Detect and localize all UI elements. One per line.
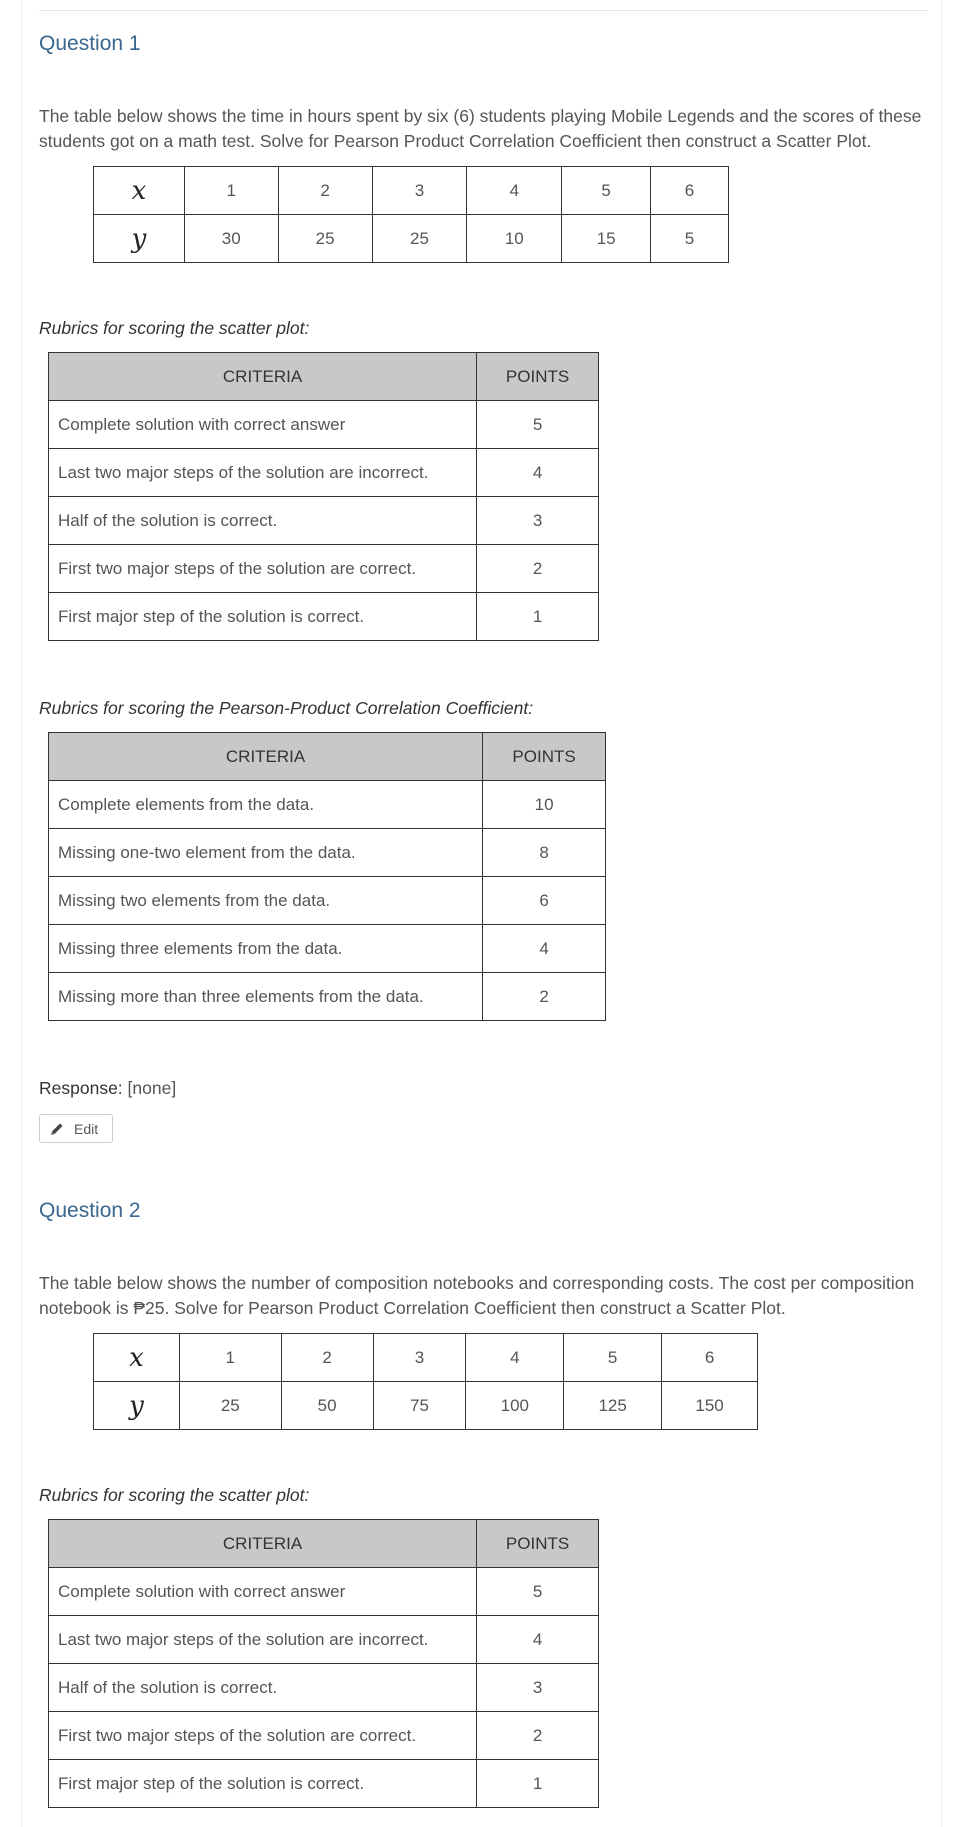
points-cell: 4 xyxy=(477,1616,599,1664)
question-2-scatter-rubric-caption: Rubrics for scoring the scatter plot: xyxy=(39,1485,310,1505)
points-cell: 3 xyxy=(477,497,599,545)
criteria-cell: Half of the solution is correct. xyxy=(49,497,477,545)
points-header: POINTS xyxy=(477,353,599,401)
y-variable-label: y xyxy=(94,215,185,263)
table-header-row xyxy=(49,733,606,781)
x-value: 3 xyxy=(373,1334,466,1382)
criteria-cell: Missing three elements from the data. xyxy=(49,925,483,973)
x-value: 5 xyxy=(562,167,651,215)
points-cell: 6 xyxy=(483,877,606,925)
table-row xyxy=(49,1712,599,1760)
points-cell: 8 xyxy=(483,829,606,877)
quiz-review-page xyxy=(21,0,942,1827)
criteria-cell: Last two major steps of the solution are incorrect. xyxy=(49,1616,477,1664)
criteria-header: CRITERIA xyxy=(49,1520,477,1568)
x-value: 4 xyxy=(467,167,562,215)
criteria-cell: Missing more than three elements from the data. xyxy=(49,973,483,1021)
criteria-header: CRITERIA xyxy=(49,353,477,401)
x-value: 1 xyxy=(179,1334,281,1382)
criteria-cell: First two major steps of the solution are correct. xyxy=(49,1712,477,1760)
criteria-cell: Complete solution with correct answer xyxy=(49,401,477,449)
edit-response-button[interactable] xyxy=(39,1114,113,1143)
top-divider xyxy=(39,10,928,11)
y-value: 150 xyxy=(662,1382,758,1430)
criteria-cell: Complete elements from the data. xyxy=(49,781,483,829)
question-2-title: Question 2 xyxy=(39,1199,141,1222)
x-variable-label: x xyxy=(94,1334,180,1382)
x-value: 2 xyxy=(281,1334,373,1382)
points-cell: 2 xyxy=(477,1712,599,1760)
criteria-cell: Missing two elements from the data. xyxy=(49,877,483,925)
table-row xyxy=(49,1760,599,1808)
criteria-cell: Complete solution with correct answer xyxy=(49,1568,477,1616)
criteria-cell: First major step of the solution is correct. xyxy=(49,1760,477,1808)
table-row xyxy=(49,593,599,641)
x-value: 2 xyxy=(278,167,372,215)
y-variable-label: y xyxy=(94,1382,180,1430)
question-1-title: Question 1 xyxy=(39,32,141,55)
criteria-cell: First two major steps of the solution are correct. xyxy=(49,545,477,593)
table-row xyxy=(49,401,599,449)
points-cell: 4 xyxy=(483,925,606,973)
y-value: 100 xyxy=(466,1382,564,1430)
table-row xyxy=(49,925,606,973)
x-value: 6 xyxy=(662,1334,758,1382)
table-row xyxy=(49,1616,599,1664)
points-header: POINTS xyxy=(483,733,606,781)
points-cell: 10 xyxy=(483,781,606,829)
points-cell: 1 xyxy=(477,593,599,641)
points-cell: 1 xyxy=(477,1760,599,1808)
points-cell: 5 xyxy=(477,1568,599,1616)
response-label: Response: xyxy=(39,1078,123,1098)
table-row xyxy=(94,1382,758,1430)
x-value: 3 xyxy=(372,167,467,215)
table-row xyxy=(49,1568,599,1616)
table-header-row xyxy=(49,1520,599,1568)
pencil-icon xyxy=(49,1121,65,1137)
criteria-cell: Missing one-two element from the data. xyxy=(49,829,483,877)
points-header: POINTS xyxy=(477,1520,599,1568)
table-row xyxy=(94,1334,758,1382)
y-value: 15 xyxy=(562,215,651,263)
points-cell: 5 xyxy=(477,401,599,449)
question-1-pearson-rubric-caption: Rubrics for scoring the Pearson-Product Correlation Coefficient: xyxy=(39,698,534,718)
question-1-pearson-rubric-table xyxy=(48,732,606,1021)
y-value: 5 xyxy=(651,215,729,263)
x-value: 5 xyxy=(564,1334,662,1382)
criteria-cell: Last two major steps of the solution are incorrect. xyxy=(49,449,477,497)
question-1-response xyxy=(39,1078,176,1099)
table-row xyxy=(49,973,606,1021)
question-2-scatter-rubric-table xyxy=(48,1519,599,1808)
question-2-data-table xyxy=(93,1333,758,1430)
criteria-cell: Half of the solution is correct. xyxy=(49,1664,477,1712)
question-1-text: The table below shows the time in hours spent by six (6) students playing Mobile Legends and the scores of these students got on a math test. Solve for Pearson Product Correlation Coefficient then construct a Scatter Plot. xyxy=(39,106,922,151)
criteria-cell: First major step of the solution is correct. xyxy=(49,593,477,641)
table-row xyxy=(49,829,606,877)
question-2-text: The table below shows the number of composition notebooks and corresponding costs. The cost per composition notebook is ₱25. Solve for Pearson Product Correlation Coefficient then construct a Scatter Plot. xyxy=(39,1273,915,1318)
table-header-row xyxy=(49,353,599,401)
table-row xyxy=(49,1664,599,1712)
y-value: 125 xyxy=(564,1382,662,1430)
edit-button-label: Edit xyxy=(74,1120,99,1137)
y-value: 75 xyxy=(373,1382,466,1430)
points-cell: 4 xyxy=(477,449,599,497)
question-1-scatter-rubric-caption: Rubrics for scoring the scatter plot: xyxy=(39,318,310,338)
x-variable-label: x xyxy=(94,167,185,215)
criteria-header: CRITERIA xyxy=(49,733,483,781)
table-row xyxy=(49,497,599,545)
y-value: 10 xyxy=(467,215,562,263)
question-1-data-table xyxy=(93,166,729,263)
table-row xyxy=(94,167,729,215)
y-value: 50 xyxy=(281,1382,373,1430)
x-value: 4 xyxy=(466,1334,564,1382)
points-cell: 2 xyxy=(483,973,606,1021)
y-value: 25 xyxy=(278,215,372,263)
table-row xyxy=(49,781,606,829)
points-cell: 2 xyxy=(477,545,599,593)
table-row xyxy=(49,877,606,925)
x-value: 6 xyxy=(651,167,729,215)
x-value: 1 xyxy=(184,167,278,215)
points-cell: 3 xyxy=(477,1664,599,1712)
y-value: 25 xyxy=(372,215,467,263)
y-value: 30 xyxy=(184,215,278,263)
response-value: [none] xyxy=(127,1078,177,1098)
table-row xyxy=(49,545,599,593)
table-row xyxy=(94,215,729,263)
question-1-scatter-rubric-table xyxy=(48,352,599,641)
y-value: 25 xyxy=(179,1382,281,1430)
table-row xyxy=(49,449,599,497)
